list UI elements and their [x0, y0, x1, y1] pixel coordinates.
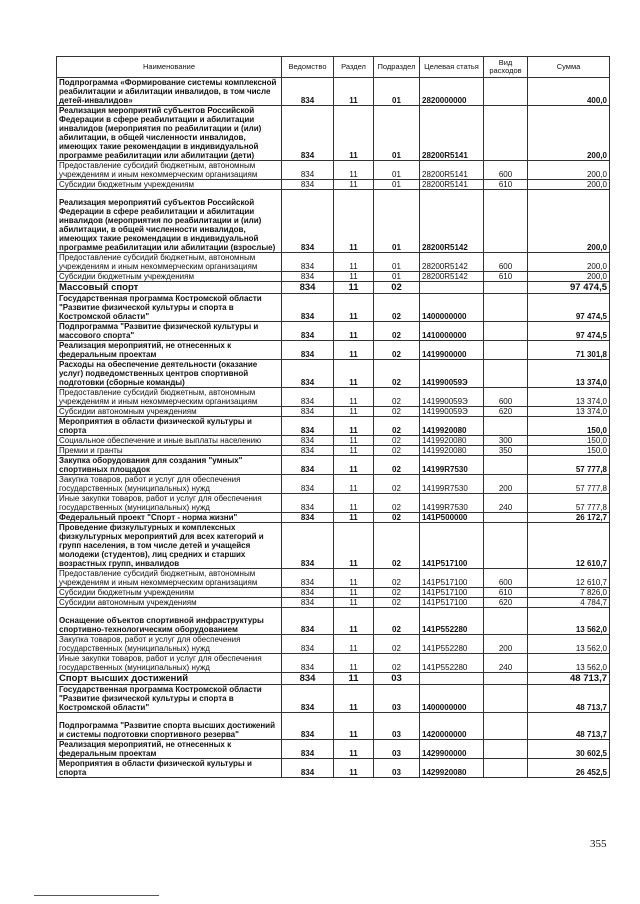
cell-section: 11: [334, 713, 374, 740]
cell-sum: 13 374,0: [528, 407, 610, 417]
cell-subsection: 02: [374, 513, 420, 523]
cell-subsection: 03: [374, 740, 420, 759]
cell-target: 28200R5142: [420, 253, 484, 272]
cell-type: 600: [484, 161, 528, 180]
cell-type: [484, 513, 528, 523]
cell-target: 1419920080: [420, 446, 484, 456]
table-row: [57, 456, 610, 475]
cell-dept: 834: [282, 446, 334, 456]
cell-target: 141P552280: [420, 608, 484, 635]
table-row: [57, 759, 610, 778]
cell-section: 11: [334, 494, 374, 513]
cell-section: 11: [334, 106, 374, 161]
cell-sum: 48 713,7: [528, 713, 610, 740]
cell-dept: 834: [282, 282, 334, 294]
cell-name: Подпрограмма "Развитие спорта высших достижений и системы подготовки спортивного резерва": [57, 713, 282, 740]
cell-subsection: 01: [374, 272, 420, 282]
table-row: [57, 190, 610, 253]
cell-target: 28200R5141: [420, 106, 484, 161]
cell-type: 620: [484, 407, 528, 417]
cell-type: 600: [484, 569, 528, 588]
cell-name: Государственная программа Костромской области "Развитие физической культуры и спорта в Костромской области": [57, 294, 282, 322]
cell-section: 11: [334, 523, 374, 569]
cell-name: Иные закупки товаров, работ и услуг для обеспечения государственных (муниципальных) нужд: [57, 654, 282, 673]
cell-name: Субсидии автономным учреждениям: [57, 407, 282, 417]
cell-subsection: 02: [374, 608, 420, 635]
cell-section: 11: [334, 635, 374, 654]
cell-dept: 834: [282, 407, 334, 417]
cell-name: Реализация мероприятий субъектов Российской Федерации в сфере реабилитации и абилитации инвалидов (мероприятия по реабилитации и (или) абилитации, в общей численности инвалидов, имеющих такие рекомендации в индивидуальной программе реабилитации или абилитации (взрослые): [57, 190, 282, 253]
cell-subsection: 02: [374, 282, 420, 294]
cell-subsection: 02: [374, 494, 420, 513]
cell-sum: 13 562,0: [528, 635, 610, 654]
cell-section: 11: [334, 407, 374, 417]
header-sum: Сумма: [528, 57, 610, 78]
cell-subsection: 02: [374, 446, 420, 456]
cell-target: 141P517100: [420, 588, 484, 598]
table-row: [57, 685, 610, 713]
cell-subsection: 02: [374, 654, 420, 673]
cell-subsection: 01: [374, 190, 420, 253]
table-row: [57, 446, 610, 456]
table-row: [57, 635, 610, 654]
cell-type: [484, 685, 528, 713]
table-row: [57, 417, 610, 436]
cell-type: [484, 360, 528, 388]
cell-name: Предоставление субсидий бюджетным, автономным учреждениям и иным некоммерческим организациям: [57, 388, 282, 407]
cell-type: [484, 673, 528, 685]
table-row: [57, 569, 610, 588]
cell-target: 1420000000: [420, 713, 484, 740]
cell-subsection: 02: [374, 322, 420, 341]
cell-subsection: 01: [374, 78, 420, 106]
cell-target: 14199R7530: [420, 494, 484, 513]
cell-sum: 13 562,0: [528, 654, 610, 673]
table-row: [57, 494, 610, 513]
cell-section: 11: [334, 569, 374, 588]
cell-dept: 834: [282, 341, 334, 360]
cell-name: Оснащение объектов спортивной инфраструктуры спортивно-технологическим оборудованием: [57, 608, 282, 635]
cell-name: Субсидии бюджетным учреждениям: [57, 180, 282, 190]
cell-subsection: 02: [374, 523, 420, 569]
cell-dept: 834: [282, 78, 334, 106]
cell-type: [484, 106, 528, 161]
table-row: [57, 341, 610, 360]
cell-name: Федеральный проект "Спорт - норма жизни": [57, 513, 282, 523]
cell-name: Премии и гранты: [57, 446, 282, 456]
table-row: [57, 78, 610, 106]
cell-target: 141990059Э: [420, 388, 484, 407]
cell-section: 11: [334, 654, 374, 673]
cell-subsection: 03: [374, 673, 420, 685]
cell-section: 11: [334, 456, 374, 475]
cell-name: Закупка оборудования для создания "умных" спортивных площадок: [57, 456, 282, 475]
cell-dept: 834: [282, 190, 334, 253]
cell-type: [484, 341, 528, 360]
table-row: [57, 388, 610, 407]
cell-target: 1400000000: [420, 294, 484, 322]
table-row: [57, 106, 610, 161]
cell-dept: 834: [282, 161, 334, 180]
cell-section: 11: [334, 360, 374, 388]
cell-type: 200: [484, 635, 528, 654]
cell-target: 1419920080: [420, 417, 484, 436]
cell-name: Массовый спорт: [57, 282, 282, 294]
cell-subsection: 01: [374, 106, 420, 161]
cell-section: 11: [334, 253, 374, 272]
cell-dept: 834: [282, 417, 334, 436]
cell-section: 11: [334, 78, 374, 106]
cell-name: Мероприятия в области физической культуры и спорта: [57, 417, 282, 436]
cell-target: 28200R5142: [420, 190, 484, 253]
cell-sum: 200,0: [528, 272, 610, 282]
cell-type: [484, 740, 528, 759]
cell-type: [484, 282, 528, 294]
cell-dept: 834: [282, 388, 334, 407]
cell-sum: 26 452,5: [528, 759, 610, 778]
cell-target: 28200R5141: [420, 180, 484, 190]
cell-dept: 834: [282, 360, 334, 388]
cell-type: [484, 190, 528, 253]
header-row: [57, 57, 610, 78]
header-subsection: Подраздел: [374, 57, 420, 78]
cell-dept: 834: [282, 598, 334, 608]
cell-target: 1410000000: [420, 322, 484, 341]
header-name: Наименование: [57, 57, 282, 78]
cell-name: Спорт высших достижений: [57, 673, 282, 685]
cell-target: [420, 673, 484, 685]
cell-type: 610: [484, 272, 528, 282]
cell-section: 11: [334, 475, 374, 494]
header-section: Раздел: [334, 57, 374, 78]
cell-section: 11: [334, 588, 374, 598]
cell-name: Предоставление субсидий бюджетным, автономным учреждениям и иным некоммерческим организациям: [57, 253, 282, 272]
cell-dept: 834: [282, 513, 334, 523]
cell-dept: 834: [282, 713, 334, 740]
cell-dept: 834: [282, 673, 334, 685]
cell-section: 11: [334, 294, 374, 322]
cell-type: [484, 713, 528, 740]
table-row: [57, 588, 610, 598]
cell-sum: 57 777,8: [528, 456, 610, 475]
cell-target: 141P552280: [420, 654, 484, 673]
cell-sum: 13 562,0: [528, 608, 610, 635]
cell-dept: 834: [282, 456, 334, 475]
header-type: Вид расходов: [484, 57, 528, 78]
cell-name: Субсидии автономным учреждениям: [57, 598, 282, 608]
cell-dept: 834: [282, 569, 334, 588]
header-dept: Ведомство: [282, 57, 334, 78]
cell-target: 1429920080: [420, 759, 484, 778]
cell-dept: 834: [282, 588, 334, 598]
cell-sum: 400,0: [528, 78, 610, 106]
cell-name: Предоставление субсидий бюджетным, автономным учреждениям и иным некоммерческим организациям: [57, 161, 282, 180]
cell-subsection: 01: [374, 161, 420, 180]
cell-sum: 150,0: [528, 436, 610, 446]
table-row: [57, 282, 610, 294]
table-body: [57, 78, 610, 778]
cell-subsection: 02: [374, 456, 420, 475]
cell-section: 11: [334, 740, 374, 759]
table-row: [57, 180, 610, 190]
cell-target: 1419920080: [420, 436, 484, 446]
cell-subsection: 02: [374, 635, 420, 654]
cell-sum: 200,0: [528, 161, 610, 180]
cell-dept: 834: [282, 272, 334, 282]
cell-type: 240: [484, 494, 528, 513]
cell-name: Расходы на обеспечение деятельности (оказание услуг) подведомственных центров спортивной подготовки (сборные команды): [57, 360, 282, 388]
cell-name: Иные закупки товаров, работ и услуг для обеспечения государственных (муниципальных) нужд: [57, 494, 282, 513]
table-row: [57, 475, 610, 494]
cell-type: 610: [484, 588, 528, 598]
cell-sum: 30 602,5: [528, 740, 610, 759]
cell-dept: 834: [282, 294, 334, 322]
cell-name: Закупка товаров, работ и услуг для обеспечения государственных (муниципальных) нужд: [57, 475, 282, 494]
cell-section: 11: [334, 417, 374, 436]
cell-subsection: 02: [374, 294, 420, 322]
cell-target: 14199R7530: [420, 456, 484, 475]
cell-sum: 12 610,7: [528, 569, 610, 588]
cell-type: [484, 294, 528, 322]
cell-dept: 834: [282, 759, 334, 778]
table-row: [57, 523, 610, 569]
cell-target: 141P517100: [420, 569, 484, 588]
cell-dept: 834: [282, 253, 334, 272]
cell-type: [484, 456, 528, 475]
table-row: [57, 608, 610, 635]
cell-type: [484, 523, 528, 569]
cell-target: 141P552280: [420, 635, 484, 654]
header-target: Целевая статья: [420, 57, 484, 78]
cell-target: 141990059Э: [420, 360, 484, 388]
cell-sum: 12 610,7: [528, 523, 610, 569]
cell-sum: 150,0: [528, 417, 610, 436]
cell-target: 14199R7530: [420, 475, 484, 494]
cell-name: Социальное обеспечение и иные выплаты населению: [57, 436, 282, 446]
cell-sum: 97 474,5: [528, 282, 610, 294]
cell-sum: 97 474,5: [528, 322, 610, 341]
cell-section: 11: [334, 180, 374, 190]
cell-sum: 200,0: [528, 106, 610, 161]
page-number: 355: [590, 838, 607, 850]
cell-section: 11: [334, 598, 374, 608]
cell-subsection: 03: [374, 713, 420, 740]
cell-subsection: 02: [374, 475, 420, 494]
cell-sum: 4 784,7: [528, 598, 610, 608]
cell-target: 1429900000: [420, 740, 484, 759]
cell-type: 350: [484, 446, 528, 456]
cell-dept: 834: [282, 635, 334, 654]
cell-sum: 13 374,0: [528, 388, 610, 407]
cell-sum: 200,0: [528, 253, 610, 272]
cell-dept: 834: [282, 180, 334, 190]
cell-section: 11: [334, 388, 374, 407]
cell-type: 600: [484, 388, 528, 407]
table-row: [57, 272, 610, 282]
cell-target: 141990059Э: [420, 407, 484, 417]
cell-dept: 834: [282, 685, 334, 713]
cell-section: 11: [334, 161, 374, 180]
cell-section: 11: [334, 341, 374, 360]
cell-type: [484, 608, 528, 635]
cell-subsection: 02: [374, 569, 420, 588]
cell-subsection: 02: [374, 417, 420, 436]
cell-type: 300: [484, 436, 528, 446]
cell-target: 2820000000: [420, 78, 484, 106]
cell-name: Субсидии бюджетным учреждениям: [57, 272, 282, 282]
cell-target: 28200R5142: [420, 272, 484, 282]
cell-section: 11: [334, 759, 374, 778]
table-row: [57, 740, 610, 759]
cell-subsection: 02: [374, 360, 420, 388]
table-row: [57, 161, 610, 180]
cell-subsection: 02: [374, 407, 420, 417]
cell-section: 11: [334, 190, 374, 253]
table-header: [57, 57, 610, 78]
cell-target: 141P500000: [420, 513, 484, 523]
cell-section: 11: [334, 513, 374, 523]
cell-type: [484, 322, 528, 341]
cell-name: Закупка товаров, работ и услуг для обеспечения государственных (муниципальных) нужд: [57, 635, 282, 654]
table-row: [57, 407, 610, 417]
cell-subsection: 01: [374, 253, 420, 272]
cell-dept: 834: [282, 494, 334, 513]
cell-sum: 13 374,0: [528, 360, 610, 388]
cell-dept: 834: [282, 523, 334, 569]
cell-sum: 57 777,8: [528, 475, 610, 494]
cell-subsection: 03: [374, 685, 420, 713]
cell-target: 141P517100: [420, 598, 484, 608]
cell-dept: 834: [282, 475, 334, 494]
cell-target: 141P517100: [420, 523, 484, 569]
table-row: [57, 436, 610, 446]
cell-subsection: 02: [374, 341, 420, 360]
cell-subsection: 02: [374, 436, 420, 446]
table-row: [57, 654, 610, 673]
cell-target: 1400000000: [420, 685, 484, 713]
table-row: [57, 513, 610, 523]
cell-name: Подпрограмма «Формирование системы комплексной реабилитации и абилитации инвалидов, в том числе детей-инвалидов»: [57, 78, 282, 106]
cell-sum: 48 713,7: [528, 673, 610, 685]
cell-sum: 200,0: [528, 180, 610, 190]
cell-type: [484, 78, 528, 106]
cell-name: Реализация мероприятий субъектов Российской Федерации в сфере реабилитации и абилитации инвалидов (мероприятия по реабилитации и (или) абилитации, в общей численности инвалидов, имеющих такие рекомендации в индивидуальной программе реабилитации или абилитации (дети): [57, 106, 282, 161]
cell-sum: 71 301,8: [528, 341, 610, 360]
table-row: [57, 294, 610, 322]
cell-name: Реализация мероприятий, не отнесенных к федеральным проектам: [57, 341, 282, 360]
cell-name: Реализация мероприятий, не отнесенных к федеральным проектам: [57, 740, 282, 759]
cell-dept: 834: [282, 608, 334, 635]
cell-name: Проведение физкультурных и комплексных физкультурных мероприятий для всех категорий и групп населения, в том числе детей и учащейся молодежи (студентов), лиц средних и старших возрастных групп, инвалидов: [57, 523, 282, 569]
cell-type: 600: [484, 253, 528, 272]
cell-subsection: 01: [374, 180, 420, 190]
cell-subsection: 03: [374, 759, 420, 778]
cell-section: 11: [334, 446, 374, 456]
cell-type: [484, 417, 528, 436]
cell-type: 240: [484, 654, 528, 673]
cell-section: 11: [334, 673, 374, 685]
cell-sum: 150,0: [528, 446, 610, 456]
table-row: [57, 673, 610, 685]
table-row: [57, 360, 610, 388]
cell-target: 1419900000: [420, 341, 484, 360]
cell-section: 11: [334, 608, 374, 635]
cell-sum: 7 826,0: [528, 588, 610, 598]
footnote-rule: [34, 895, 159, 896]
cell-section: 11: [334, 272, 374, 282]
cell-dept: 834: [282, 106, 334, 161]
table-row: [57, 713, 610, 740]
cell-dept: 834: [282, 654, 334, 673]
table-row: [57, 598, 610, 608]
cell-dept: 834: [282, 740, 334, 759]
cell-section: 11: [334, 322, 374, 341]
cell-section: 11: [334, 282, 374, 294]
budget-table: [56, 56, 610, 778]
cell-section: 11: [334, 685, 374, 713]
cell-target: [420, 282, 484, 294]
table-row: [57, 253, 610, 272]
cell-sum: 26 172,7: [528, 513, 610, 523]
cell-sum: 97 474,5: [528, 294, 610, 322]
cell-dept: 834: [282, 322, 334, 341]
cell-subsection: 02: [374, 588, 420, 598]
cell-section: 11: [334, 436, 374, 446]
cell-sum: 200,0: [528, 190, 610, 253]
cell-dept: 834: [282, 436, 334, 446]
cell-name: Государственная программа Костромской области "Развитие физической культуры и спорта в Костромской области": [57, 685, 282, 713]
cell-type: [484, 759, 528, 778]
cell-subsection: 02: [374, 388, 420, 407]
cell-sum: 57 777,8: [528, 494, 610, 513]
table-row: [57, 322, 610, 341]
cell-target: 28200R5141: [420, 161, 484, 180]
cell-name: Предоставление субсидий бюджетным, автономным учреждениям и иным некоммерческим организациям: [57, 569, 282, 588]
cell-name: Мероприятия в области физической культуры и спорта: [57, 759, 282, 778]
cell-name: Субсидии бюджетным учреждениям: [57, 588, 282, 598]
cell-sum: 48 713,7: [528, 685, 610, 713]
cell-type: 200: [484, 475, 528, 494]
cell-subsection: 02: [374, 598, 420, 608]
cell-type: 620: [484, 598, 528, 608]
cell-name: Подпрограмма "Развитие физической культуры и массового спорта": [57, 322, 282, 341]
cell-type: 610: [484, 180, 528, 190]
